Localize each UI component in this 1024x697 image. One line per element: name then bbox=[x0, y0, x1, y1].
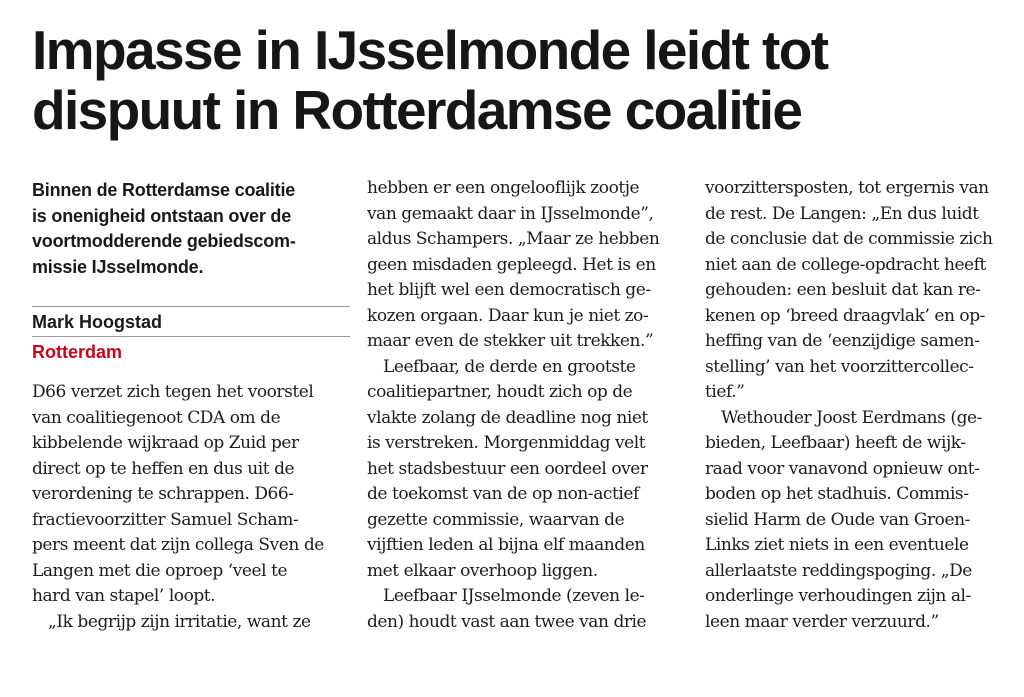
body-line: kibbelende wijkraad op Zuid per bbox=[32, 433, 299, 453]
body-column-3 bbox=[705, 176, 1005, 635]
body-column-2 bbox=[367, 176, 687, 635]
body-line: geen misdaden gepleegd. Het is en bbox=[367, 254, 656, 275]
body-line: voorzittersposten, tot ergernis van bbox=[705, 178, 989, 198]
body-line: pers meent dat zijn collega Sven de bbox=[32, 535, 324, 555]
body-line: sielid Harm de Oude van Groen- bbox=[705, 509, 970, 530]
headline bbox=[32, 20, 1012, 140]
body-line: Wethouder Joost Eerdmans (ge- bbox=[721, 407, 982, 428]
body-line: raad voor vanavond opnieuw ont- bbox=[705, 458, 980, 479]
intro-line: voortmodderende gebiedscom- bbox=[32, 231, 296, 251]
intro-line: is onenigheid ontstaan over de bbox=[32, 205, 292, 226]
body-line: de conclusie dat de commissie zich bbox=[705, 229, 993, 249]
intro-paragraph bbox=[32, 178, 350, 280]
body-line: vijftien leden al bijna elf maanden bbox=[367, 535, 645, 555]
body-line: aldus Schampers. „Maar ze hebben bbox=[367, 229, 660, 249]
body-line: de rest. De Langen: „En dus luidt bbox=[705, 203, 979, 224]
body-line: kenen op ‘breed draagvlak’ en op- bbox=[705, 305, 985, 326]
body-line: leen maar verder verzuurd.” bbox=[705, 611, 939, 632]
body-line: vlakte zolang de deadline nog niet bbox=[367, 407, 648, 428]
article-column-3 bbox=[705, 176, 1005, 676]
body-line: van coalitiegenoot CDA om de bbox=[32, 407, 281, 428]
body-line: gehouden: een besluit dat kan re- bbox=[705, 280, 981, 300]
body-line: maar even de stekker uit trekken.” bbox=[367, 331, 654, 351]
body-line: heffing van de ‘eenzijdige samen- bbox=[705, 331, 980, 351]
body-line: D66 verzet zich tegen het voorstel bbox=[32, 382, 314, 402]
article-column-1 bbox=[32, 176, 350, 676]
body-line: niet aan de college-opdracht heeft bbox=[705, 254, 986, 275]
body-line: stelling’ van het voorzittercollec- bbox=[705, 356, 974, 377]
body-line: het blijft wel een democratisch ge- bbox=[367, 280, 651, 300]
body-line: allerlaatste reddingspoging. „De bbox=[705, 560, 972, 581]
headline-line: dispuut in Rotterdamse coalitie bbox=[32, 79, 802, 141]
body-line: den) houdt vast aan twee van drie bbox=[367, 611, 647, 632]
body-line: is verstreken. Morgenmiddag velt bbox=[367, 433, 646, 453]
headline-line: Impasse in IJsselmonde leidt tot bbox=[32, 19, 828, 81]
body-line: bieden, Leefbaar) heeft de wijk- bbox=[705, 433, 966, 453]
body-line: hebben er een ongelooflijk zootje bbox=[367, 178, 640, 198]
body-line: Leefbaar IJsselmonde (zeven le- bbox=[383, 586, 645, 606]
body-line: gezette commissie, waarvan de bbox=[367, 509, 625, 530]
body-line: „Ik begrijp zijn irritatie, want ze bbox=[48, 611, 311, 632]
body-line: Links ziet niets in een eventuele bbox=[705, 535, 969, 555]
body-line: met elkaar overhoop liggen. bbox=[367, 560, 598, 581]
body-line: boden op het stadhuis. Commis- bbox=[705, 484, 969, 504]
body-line: verordening te schrappen. D66- bbox=[32, 484, 294, 504]
body-line: direct op te heffen en dus uit de bbox=[32, 458, 295, 479]
dateline: Rotterdam bbox=[32, 342, 123, 362]
body-line: Leefbaar, de derde en grootste bbox=[383, 356, 636, 377]
body-line: coalitiepartner, houdt zich op de bbox=[367, 382, 633, 402]
body-line: kozen orgaan. Daar kun je niet zo- bbox=[367, 305, 649, 326]
body-column-1 bbox=[32, 380, 350, 635]
body-line: van gemaakt daar in IJsselmonde”, bbox=[367, 203, 654, 224]
intro-line: Binnen de Rotterdamse coalitie bbox=[32, 180, 296, 200]
body-line: Langen met die oproep ‘veel te bbox=[32, 560, 288, 581]
body-line: het stadsbestuur een oordeel over bbox=[367, 458, 648, 479]
body-line: hard van stapel’ loopt. bbox=[32, 586, 216, 606]
intro-line: missie IJsselmonde. bbox=[32, 256, 204, 277]
author-byline: Mark Hoogstad bbox=[32, 312, 163, 332]
body-line: onderlinge verhoudingen zijn al- bbox=[705, 586, 971, 606]
body-line: fractievoorzitter Samuel Scham- bbox=[32, 509, 299, 530]
body-line: tief.” bbox=[705, 382, 745, 402]
article-column-2 bbox=[367, 176, 687, 676]
body-line: de toekomst van de op non-actief bbox=[367, 484, 639, 504]
